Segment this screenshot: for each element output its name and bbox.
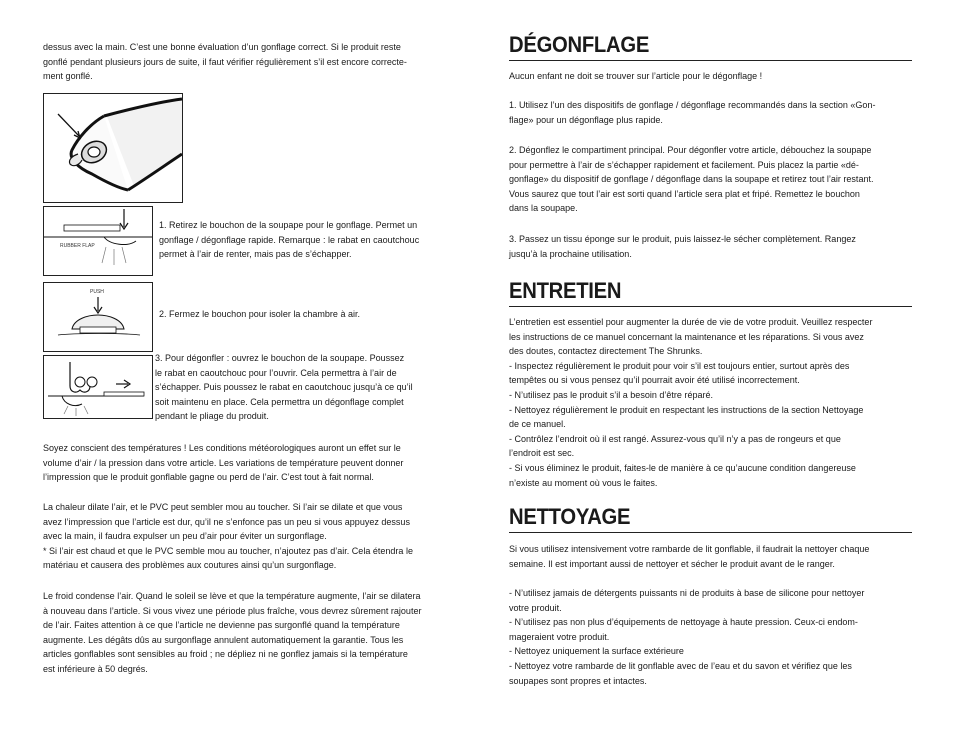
nettoyage-intro: Si vous utilisez intensivement votre rambarde de lit gonflable, il faudrait la nettoyer chaque semaine. Il est important aussi de nettoyer et sécher le produit avant de le ranger. <box>509 544 870 570</box>
step1-caption: 1. Retirez le bouchon de la soupape pour le gonflage. Permet un gonflage / dégonflage rapide. Remarque : le rabat en caoutchouc permet à l’air de renter, mais pas de s’échapper. <box>159 220 420 261</box>
nettoyage-heading: NETTOYAGE <box>509 504 631 529</box>
valve-step2-illustration <box>43 282 153 352</box>
entretien-rule <box>509 306 912 307</box>
nettoyage-rule <box>509 532 912 533</box>
rubber-flap-label: RUBBER FLAP <box>60 243 95 249</box>
entretien-body: L’entretien est essentiel pour augmenter la durée de vie de votre produit. Veuillez respecter les instructions de ce manuel concernant la maintenance et les réparations. Si vous avez des doutes, contactez directement The Shrunks. - Inspectez régulièrement le produit pour voir s’il est toujours entier, surtout après des tempêtes ou si vous pensez qu’il pourrait avoir été utilisé incorrectement. - N’utilisez pas le produit s’il a besoin d’être réparé. - Nettoyez régulièrement le produit en respectant les instructions de la section Nettoyage de ce manuel. - Contrôlez l’endroit où il est rangé. Assurez-vous qu’il n’y a pas de rongeurs et que l’endroit est sec. - Si vous éliminez le produit, faites-le de manière à ce qu’aucune condition dangereuse n’existe au moment où vous le faites. <box>509 317 873 489</box>
intro-paragraph: dessus avec la main. C’est une bonne évaluation d’un gonflage correct. Si le produit reste gonflé pendant plusieurs jours de suite, il faut vérifier régulièrement s’il est encore correcte- ment gonflé. <box>43 42 407 83</box>
degonflage-step1: 1. Utilisez l’un des dispositifs de gonflage / dégonflage recommandés dans la section «Gon- flage» pour un dégonflage plus rapide. <box>509 100 876 126</box>
degonflage-step2: 2. Dégonflez le compartiment principal. Pour dégonfler votre article, débouchez la soupape pour permettre à l’air de s’échapper rapidement et facilement. Puis placez la partie «dé- gonflage» du dispositif de gonflage / dégonflage dans la soupape et retirez tout l’air restant. Vous saurez que tout l’air est sorti quand l’article sera plat et fripé. Remettez le bouchon dans la soupape. <box>509 145 874 215</box>
entretien-heading: ENTRETIEN <box>509 278 622 303</box>
cold-paragraph: Le froid condense l’air. Quand le soleil se lève et que la température augmente, l’air se dilatera à nouveau dans l’article. Si vous vivez une période plus fraîche, vous devrez sûrement rajouter de l’air. Faites attention à ce que l’article ne devienne pas surgonflé quand la température augmente. Les dégâts dûs au surgonflage annulent automatiquement la garantie. Tous les articles gonflables sont sensibles au froid ; ne dépliez ni ne gonflez jamais si la température est inférieure à 50 degrés. <box>43 591 422 675</box>
heat-paragraph: La chaleur dilate l’air, et le PVC peut sembler mou au toucher. Si l’air se dilate et que vous avez l’impression que l’article est dur, qu’il ne s’enfonce pas un peu si vous appuyez dessus avec la main, il faudra expulser un peu d’air pour éviter un surgonflage. * Si l’air est chaud et que le PVC semble mou au toucher, n’ajoutez pas d’air. Cela étendra le matériau et causera des problèmes aux coutures ainsi qu’un surgonflage. <box>43 502 413 572</box>
valve-step3-illustration <box>43 355 153 419</box>
valve-overview-illustration <box>43 93 183 203</box>
degonflage-step3: 3. Passez un tissu éponge sur le produit, puis laissez-le sécher complètement. Rangez jusqu’à la prochaine utilisation. <box>509 234 856 260</box>
push-label: PUSH <box>90 289 104 295</box>
temperature-paragraph: Soyez conscient des températures ! Les conditions météorologiques auront un effet sur le volume d’air / la pression dans votre article. Les variations de température peuvent donner l’impression que le produit gonflable gagne ou perd de l’air. C’est tout à fait normal. <box>43 443 404 484</box>
degonflage-heading: DÉGONFLAGE <box>509 32 650 57</box>
degonflage-rule <box>509 60 912 61</box>
valve-step1-illustration <box>43 206 153 276</box>
degonflage-intro: Aucun enfant ne doit se trouver sur l’article pour le dégonflage ! <box>509 71 763 82</box>
step3-caption: 3. Pour dégonfler : ouvrez le bouchon de la soupape. Poussez le rabat en caoutchouc pour l’ouvrir. Cela permettra à l’air de s’échapper. Puis poussez le rabat en caoutchouc jusqu’à ce qu’il soit maintenu en place. Cela permettra un dégonflage complet pendant le pliage du produit. <box>155 353 413 423</box>
nettoyage-list: - N’utilisez jamais de détergents puissants ni de produits à base de silicone pour nettoyer votre produit. - N’utilisez pas non plus d’équipements de nettoyage à haute pression. Ceux-ci endom- mageraient votre produit. - Nettoyez uniquement la surface extérieure - Nettoyez votre rambarde de lit gonflable avec de l’eau et du savon et vérifiez que les soupapes sont propres et intactes. <box>509 588 865 687</box>
step2-caption: 2. Fermez le bouchon pour isoler la chambre à air. <box>159 309 361 320</box>
